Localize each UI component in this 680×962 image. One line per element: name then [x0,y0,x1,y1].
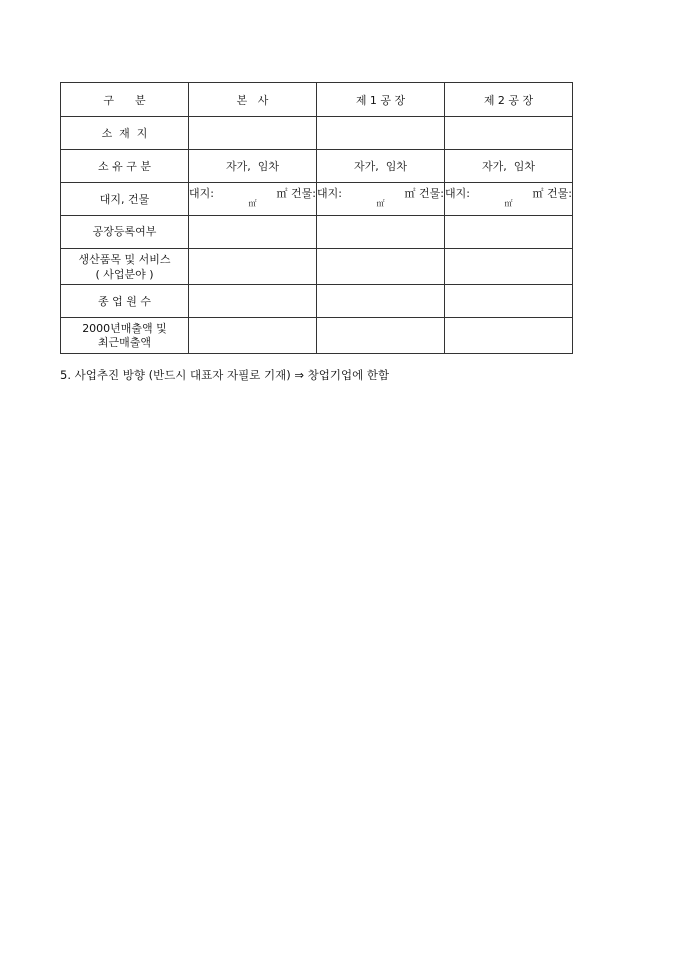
table-row [61,285,573,318]
cell-location-f2[interactable] [445,117,573,150]
building-label: 건물: [547,187,572,200]
cell-sales-head[interactable] [189,318,317,354]
cell-products-head[interactable] [189,249,317,285]
sales-label-line2: 최근매출액 [97,335,152,349]
unit-label: ㎡ [532,187,544,200]
cell-reg-f2[interactable] [445,216,573,249]
products-label-line2: ( 사업분야 ) [95,267,154,281]
unit-label: ㎡ [376,199,385,208]
row-label-land-building: 대지, 건물 [61,183,189,216]
building-label: 건물: [291,187,316,200]
cell-emp-head[interactable] [189,285,317,318]
land-label: 대지: [445,187,470,200]
unit-label: ㎡ [248,199,257,208]
table-row [61,117,573,150]
land-label: 대지: [189,187,214,200]
row-label-products [61,249,189,285]
cell-location-f1[interactable] [317,117,445,150]
cell-products-f1[interactable] [317,249,445,285]
sales-label-line1: 2000년매출액 및 [82,321,167,335]
cell-reg-head[interactable] [189,216,317,249]
cell-ownership-f1[interactable]: 자가, 임차 [317,150,445,183]
cell-products-f2[interactable] [445,249,573,285]
table-header-row [61,83,573,117]
table-row [61,249,573,285]
header-factory-1: 제 1 공 장 [317,83,445,117]
table-row [61,216,573,249]
row-label-ownership: 소 유 구 분 [61,150,189,183]
table-row [61,318,573,354]
cell-emp-f1[interactable] [317,285,445,318]
cell-ownership-head[interactable]: 자가, 임차 [189,150,317,183]
cell-sales-f2[interactable] [445,318,573,354]
cell-location-head[interactable] [189,117,317,150]
row-label-location: 소 재 지 [61,117,189,150]
row-label-sales [61,318,189,354]
cell-reg-f1[interactable] [317,216,445,249]
row-label-employees: 종 업 원 수 [61,285,189,318]
cell-area-f1[interactable] [317,183,445,216]
unit-label: ㎡ [276,187,288,200]
table-row [61,183,573,216]
unit-label: ㎡ [404,187,416,200]
header-factory-2: 제 2 공 장 [445,83,573,117]
products-label-line1: 생산품목 및 서비스 [78,252,171,266]
cell-area-f2[interactable] [445,183,573,216]
cell-emp-f2[interactable] [445,285,573,318]
company-info-table [60,82,573,354]
cell-ownership-f2[interactable]: 자가, 임차 [445,150,573,183]
unit-label: ㎡ [504,199,513,208]
header-head-office: 본 사 [189,83,317,117]
header-category: 구 분 [61,83,189,117]
section-5-note: 5. 사업추진 방향 (반드시 대표자 자필로 기재) ⇒ 창업기업에 한함 [60,368,390,382]
cell-area-head[interactable] [189,183,317,216]
land-label: 대지: [317,187,342,200]
cell-sales-f1[interactable] [317,318,445,354]
table-row [61,150,573,183]
row-label-factory-registration: 공장등록여부 [61,216,189,249]
building-label: 건물: [419,187,444,200]
